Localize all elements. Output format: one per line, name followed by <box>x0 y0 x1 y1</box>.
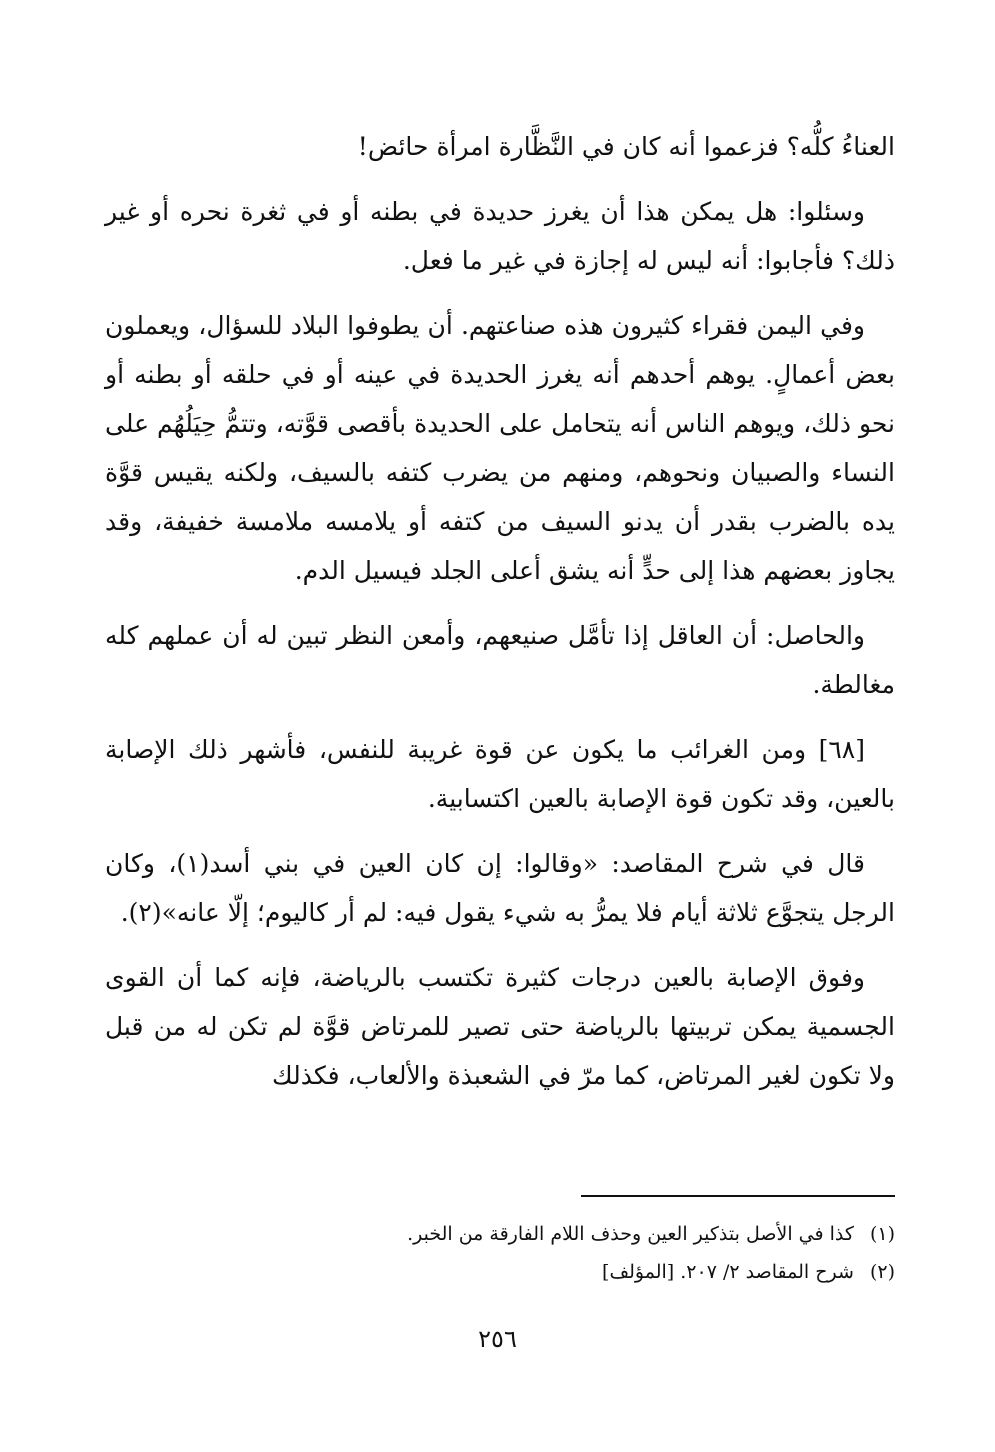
footnotes <box>105 1215 895 1291</box>
paragraph-question: وسئلوا: هل يمكن هذا أن يغرز حديدة في بطنه أو في ثغرة نحره أو غير ذلك؟ فأجابوا: أنه ليس له إجازة في غير ما فعل. <box>105 197 895 275</box>
footnote-1 <box>105 1215 895 1253</box>
footnote-1-number: (١) <box>869 1223 895 1245</box>
footnote-2 <box>105 1253 895 1291</box>
paragraph-continuation: العناءُ كلُّه؟ فزعموا أنه كان في النَّظَّارة امرأة حائض! <box>357 132 895 161</box>
paragraph-yemen: وفي اليمن فقراء كثيرون هذه صناعتهم. أن يطوفوا البلاد للسؤال، ويعملون بعض أعمالٍ. يوهم أحدهم أنه يغرز الحديدة في عينه أو في حلقه أو بطنه أو نحو ذلك، ويوهم الناس أنه يتحامل على الحديدة بأقصى قوَّته، وتتمُّ حِيَلُهُم على النساء والصبيان ونحوهم، ومنهم من يضرب كتفه بالسيف، ولكنه يقيس قوَّة يده بالضرب بقدر أن يدنو السيف من كتفه أو يلامسه ملامسة خفيفة، وقد يجاوز بعضهم هذا إلى حدٍّ أنه يشق أعلى الجلد فيسيل الدم. <box>105 311 895 585</box>
footnote-2-number: (٢) <box>869 1261 895 1283</box>
paragraph-section-68: [٦٨] ومن الغرائب ما يكون عن قوة غريبة للنفس، فأشهر ذلك الإصابة بالعين، وقد تكون قوة الإصابة بالعين اكتسابية. <box>105 735 895 813</box>
paragraph-riyada: وفوق الإصابة بالعين درجات كثيرة تكتسب بالرياضة، فإنه كما أن القوى الجسمية يمكن تربيتها بالرياضة حتى تصير للمرتاض قوَّة لم تكن له من قبل ولا تكون لغير المرتاض، كما مرّ في الشعبذة والألعاب، فكذلك <box>105 963 895 1090</box>
footnote-1-text: كذا في الأصل بتذكير العين وحذف اللام الفارقة من الخبر. <box>407 1223 854 1245</box>
paragraph-conclusion: والحاصل: أن العاقل إذا تأمَّل صنيعهم، وأمعن النظر تبين له أن عملهم كله مغالطة. <box>105 621 895 699</box>
page-number: ٢٥٦ <box>478 1325 517 1353</box>
footnote-separator <box>581 1195 895 1197</box>
paragraph-sharh-quote: قال في شرح المقاصد: «وقالوا: إن كان العين في بني أسد(١)، وكان الرجل يتجوَّع ثلاثة أيام فلا يمرُّ به شيء يقول فيه: لم أر كاليوم؛ إلّا عانه»(٢). <box>105 849 895 927</box>
footnote-2-text: شرح المقاصد ٢/ ٢٠٧. [المؤلف] <box>602 1261 854 1283</box>
